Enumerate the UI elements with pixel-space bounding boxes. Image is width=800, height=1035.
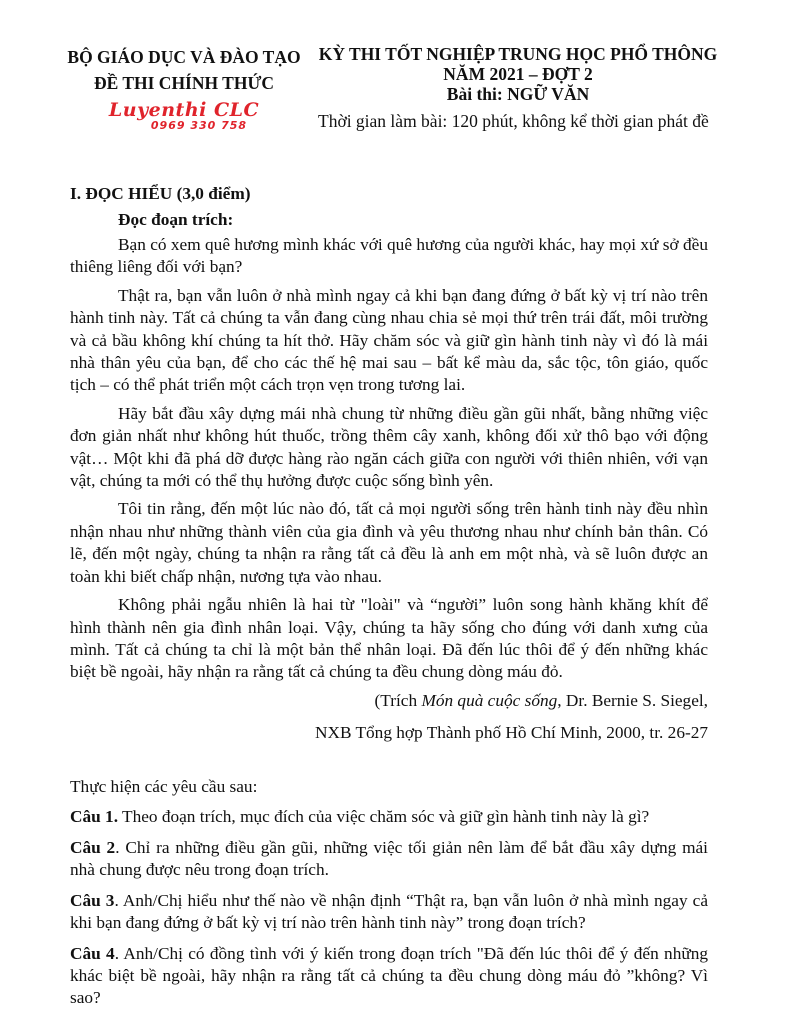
passage-paragraph: Tôi tin rằng, đến một lúc nào đó, tất cả mọi người sống trên hành tinh này đều nhìn nhận nhau như những thành viên của gia đình và yêu thương nhau như chính bản thân. Có lẽ, đến một ngày, chúng ta nhận ra rằng tất cả đều là anh em một nhà, và sẽ luôn được an toàn khi biết chấp nhận, nương tựa vào nhau. (70, 499, 708, 586)
citation-author: , Dr. Bernie S. Siegel, (557, 690, 708, 710)
exam-title: KỲ THI TỐT NGHIỆP TRUNG HỌC PHỔ THÔNG (318, 44, 718, 64)
passage-paragraph: Bạn có xem quê hương mình khác với quê hương của người khác, hay mọi xứ sở đều thiêng liêng đối với bạn? (70, 235, 708, 277)
citation-publisher: NXB Tổng hợp Thành phố Hồ Chí Minh, 2000, tr. 26-27 (314, 722, 708, 742)
exam-content (70, 183, 708, 1018)
brand-phone: 0969 330 758 (150, 119, 248, 132)
citation-source (70, 690, 708, 712)
question-4 (70, 943, 708, 1009)
question-label: Câu 4 (70, 943, 115, 963)
passage-paragraph: Không phải ngẫu nhiên là hai từ "loài" và “người” luôn song hành khăng khít để hình thành nên gia đình nhân loại. Vậy, chúng ta hãy sống cho đúng với danh xưng của mình. Tất cả chúng ta chỉ là một bản thể nhân loại. Đã đến lúc thôi để ý đến những khác biệt bề ngoài, hãy nhận ra rằng tất cả chúng ta đều chung dòng máu đỏ. (70, 595, 708, 682)
passage-paragraph: Thật ra, bạn vẫn luôn ở nhà mình ngay cả khi bạn đang đứng ở bất kỳ vị trí nào trên hành tinh này. Tất cả chúng ta vẫn đang cùng nhau chia sẻ mọi thứ trên trái đất, môi trường và cả bầu không khí chúng ta hít thở. Hãy chăm sóc và giữ gìn hành tinh này vì đó là mái nhà thân yêu của bạn, để cho các thế hệ mai sau – bất kể màu da, sắc tộc, tôn giáo, quốc tịch – có thể phát triển một cách trọn vẹn trong tương lai. (70, 285, 708, 395)
question-text: . Anh/Chị hiểu như thế nào về nhận định “Thật ra, bạn vẫn luôn ở nhà mình ngay cả khi bạn đang đứng ở bất kỳ vị trí nào trên hành tinh này” trong đoạn trích? (70, 890, 708, 932)
question-label: Câu 2 (70, 837, 116, 857)
brand-logo-text: Luyenthi CLC (108, 99, 260, 121)
question-text: . Anh/Chị có đồng tình với ý kiến trong đoạn trích "Đã đến lúc thôi để ý đến những khác biệt bề ngoài, hãy nhận ra rằng tất cả chúng ta đều chung dòng máu đỏ ”không? Vì sao? (70, 943, 708, 1007)
header-left (64, 44, 304, 132)
citation-book: Món quà cuộc sống (421, 690, 558, 710)
header-right (308, 44, 728, 134)
question-3 (70, 890, 708, 934)
official-label: ĐỀ THI CHÍNH THỨC (93, 73, 275, 93)
passage-paragraph: Hãy bắt đầu xây dựng mái nhà chung từ những điều gần gũi nhất, bằng những việc đơn giản nhất như không hút thuốc, trồng thêm cây xanh, không đối xử thô bạo với động vật… Một khi đã phá dỡ được hàng rào ngăn cách giữa con người với thiên nhiên, với vạn vật, chúng ta mới có thể thụ hưởng được cuộc sống bình yên. (70, 403, 708, 491)
question-2 (70, 837, 708, 881)
question-text: . Chỉ ra những điều gần gũi, những việc tối giản nên làm để bắt đầu xây dựng mái nhà chung được nêu trong đoạn trích. (70, 837, 708, 879)
exam-subject: Bài thi: NGỮ VĂN (446, 84, 590, 104)
section-subtitle: Đọc đoạn trích: (118, 210, 234, 229)
exam-year: NĂM 2021 – ĐỢT 2 (443, 64, 593, 84)
question-label: Câu 1. (70, 806, 119, 826)
citation-prefix: (Trích (374, 690, 422, 710)
question-1 (70, 806, 708, 828)
exam-time: Thời gian làm bài: 120 phút, không kể thời gian phát đề (318, 111, 709, 131)
tasks-intro: Thực hiện các yêu cầu sau: (70, 776, 258, 796)
ministry-name: BỘ GIÁO DỤC VÀ ĐÀO TẠO (67, 47, 301, 67)
question-text: Theo đoạn trích, mục đích của việc chăm sóc và giữ gìn hành tinh này là gì? (118, 806, 650, 826)
question-label: Câu 3 (70, 890, 115, 910)
section-title: I. ĐỌC HIỂU (3,0 điểm) (70, 184, 251, 203)
